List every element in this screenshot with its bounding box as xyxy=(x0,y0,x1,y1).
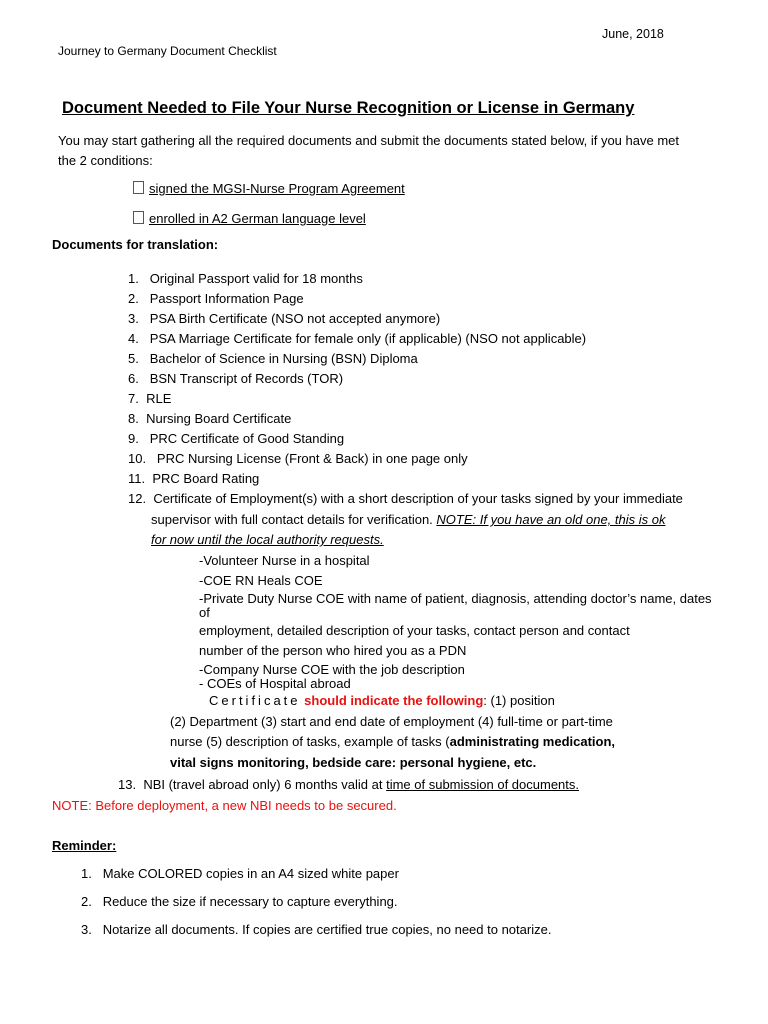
item-number: 13. xyxy=(118,777,137,792)
item-number: 1. xyxy=(81,866,92,881)
note-text: for now until the local authority requests. xyxy=(151,532,384,547)
intro-paragraph: You may start gathering all the required documents and submit the documents stated below, if you have met the 2 conditions: xyxy=(58,133,679,168)
certificate-rest: : (1) position xyxy=(483,693,555,708)
item-text: Certificate of Employment(s) with a short description of your tasks signed by your immediate xyxy=(153,491,683,506)
item-text: BSN Transcript of Records (TOR) xyxy=(149,371,344,386)
certificate-line-4: vital signs monitoring, bedside care: personal hygiene, etc. xyxy=(170,755,537,770)
list-item xyxy=(128,351,418,366)
certificate-line-3-plain: nurse (5) description of tasks, example of tasks ( xyxy=(170,734,450,749)
item-number: 10. xyxy=(128,451,147,466)
item-text: PSA Birth Certificate (NSO not accepted anymore) xyxy=(149,311,441,326)
item-number: 7. xyxy=(128,391,139,406)
document-date: June, 2018 xyxy=(602,27,664,41)
list-item xyxy=(118,777,579,792)
nbi-note: NOTE: Before deployment, a new NBI needs to be secured. xyxy=(52,798,397,813)
condition-1 xyxy=(133,181,405,196)
list-item xyxy=(128,451,468,466)
list-item xyxy=(128,491,683,506)
item-text: Passport Information Page xyxy=(149,291,304,306)
condition-2 xyxy=(133,211,366,226)
reminder-item xyxy=(81,894,398,909)
list-item xyxy=(128,271,363,286)
checkbox-icon xyxy=(133,181,144,194)
list-item xyxy=(128,471,259,486)
item-number: 8. xyxy=(128,411,139,426)
list-item xyxy=(128,391,171,406)
reminder-title: Reminder: xyxy=(52,838,117,853)
list-item xyxy=(128,331,586,346)
coe-heals: -COE RN Heals COE xyxy=(199,573,323,588)
item-text: Bachelor of Science in Nursing (BSN) Diploma xyxy=(149,351,418,366)
item-number: 2. xyxy=(81,894,92,909)
item-number: 1. xyxy=(128,271,139,286)
coe-abroad: - COEs of Hospital abroad xyxy=(199,676,351,691)
item-text-underlined: time of submission of documents. xyxy=(386,777,580,792)
coe-company: -Company Nurse COE with the job description xyxy=(199,662,465,677)
coe-private-duty: -Private Duty Nurse COE with name of patient, diagnosis, attending doctor’s name, dates of xyxy=(199,591,712,620)
certificate-line-2: (2) Department (3) start and end date of employment (4) full-time or part-time xyxy=(170,714,613,729)
item-text: Notarize all documents. If copies are certified true copies, no need to notarize. xyxy=(102,922,552,937)
list-item-continuation xyxy=(151,512,665,527)
list-item xyxy=(128,291,304,306)
list-item xyxy=(128,431,344,446)
coe-private-duty-2: employment, detailed description of your tasks, contact person and contact xyxy=(199,623,630,638)
item-number: 3. xyxy=(128,311,139,326)
note-text: NOTE: If you have an old one, this is ok xyxy=(436,512,666,527)
item-text: Make COLORED copies in an A4 sized white paper xyxy=(102,866,399,881)
item-text: Nursing Board Certificate xyxy=(146,411,292,426)
certificate-line xyxy=(209,693,555,708)
list-item xyxy=(128,411,291,426)
coe-volunteer: -Volunteer Nurse in a hospital xyxy=(199,553,370,568)
document-checklist-title: Journey to Germany Document Checklist xyxy=(58,44,277,58)
item-number: 4. xyxy=(128,331,139,346)
item-text: supervisor with full contact details for verification. xyxy=(151,512,437,527)
condition-1-text: signed the MGSI-Nurse Program Agreement xyxy=(149,181,405,196)
item-number: 6. xyxy=(128,371,139,386)
translation-section-title: Documents for translation: xyxy=(52,237,219,252)
item-number: 3. xyxy=(81,922,92,937)
item-number: 11. xyxy=(128,471,146,486)
list-item xyxy=(128,311,440,326)
item-text: PSA Marriage Certificate for female only (if applicable) (NSO not applicable) xyxy=(149,331,587,346)
certificate-line-3 xyxy=(170,734,615,749)
condition-2-text: enrolled in A2 German language level xyxy=(149,211,366,226)
item-text: Reduce the size if necessary to capture everything. xyxy=(102,894,398,909)
reminder-item xyxy=(81,922,551,937)
certificate-red-text: should indicate the following xyxy=(304,693,484,708)
coe-private-duty-3: number of the person who hired you as a PDN xyxy=(199,643,467,658)
item-number: 5. xyxy=(128,351,139,366)
certificate-line-3-bold: administrating medication, xyxy=(449,734,616,749)
list-item xyxy=(128,371,343,386)
item-text: Original Passport valid for 18 months xyxy=(149,271,363,286)
reminder-item xyxy=(81,866,399,881)
certificate-word: Certificate xyxy=(209,693,301,708)
item-text: PRC Certificate of Good Standing xyxy=(149,431,345,446)
item-text: PRC Nursing License (Front & Back) in one page only xyxy=(156,451,468,466)
item-text: RLE xyxy=(146,391,172,406)
item-text: NBI (travel abroad only) 6 months valid at xyxy=(143,777,387,792)
item-text: PRC Board Rating xyxy=(152,471,260,486)
item-number: 2. xyxy=(128,291,139,306)
checkbox-icon xyxy=(133,211,144,224)
item-number: 9. xyxy=(128,431,139,446)
page-heading: Document Needed to File Your Nurse Recognition or License in Germany xyxy=(62,99,635,117)
item-number: 12. xyxy=(128,491,147,506)
